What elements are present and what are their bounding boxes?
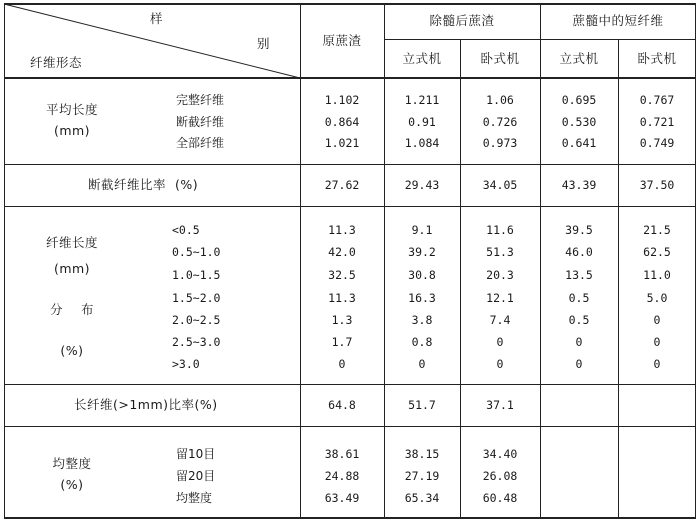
uniformity-cell: 60.48	[482, 491, 518, 505]
col-horizontal-2: 卧式机	[637, 51, 677, 66]
dist-cell: 0	[496, 357, 504, 371]
dist-cell: 0	[575, 357, 583, 371]
dist-cell: 11.3	[328, 223, 356, 237]
avg-cell: 1.211	[404, 93, 440, 107]
long-ratio-label: 长纤维(>1mm)比率(%)	[74, 397, 218, 412]
dist-cell: 9.1	[411, 223, 433, 237]
dist-cell: 21.5	[643, 223, 671, 237]
col-raw-bagasse: 原蔗渣	[322, 33, 362, 48]
uniformity-cell: 38.61	[324, 447, 360, 461]
col-horizontal-1: 卧式机	[480, 51, 520, 66]
corner-category-label: 别	[257, 36, 271, 51]
uniformity-cell: 38.15	[404, 447, 440, 461]
avg-cell: 0.530	[561, 115, 597, 129]
dist-cell: 11.3	[328, 291, 356, 305]
col-short-fiber: 蔗髓中的短纤维	[572, 13, 664, 28]
dist-cell: 51.3	[486, 245, 514, 259]
dist-cell: 32.5	[328, 268, 356, 282]
dist-cell: 0	[653, 357, 661, 371]
dist-cell: 0	[575, 335, 583, 349]
dist-cell: 30.8	[408, 268, 436, 282]
uniformity-cell: 27.19	[404, 469, 440, 483]
dist-cell: 0	[418, 357, 426, 371]
corner-sample-label: 样	[150, 11, 164, 26]
dist-cell: 3.8	[411, 313, 433, 327]
dist-cell: 39.2	[408, 245, 436, 259]
dist-label-2: 分 布	[50, 302, 94, 317]
dist-cell: 11.6	[486, 223, 514, 237]
avg-row-label: 断截纤维	[176, 115, 225, 129]
broken-ratio-label: 断截纤维比率 (%)	[88, 177, 199, 192]
dist-cell: 0	[338, 357, 346, 371]
dist-unit: (mm)	[53, 261, 91, 276]
dist-cell: 0.5	[568, 291, 590, 305]
dist-cell: 7.4	[489, 313, 511, 327]
broken-cell: 34.05	[482, 178, 518, 192]
avg-cell: 0.726	[482, 115, 518, 129]
dist-percent: (%)	[60, 343, 84, 358]
avg-cell: 0.91	[408, 115, 436, 129]
uniformity-unit: (%)	[60, 477, 84, 492]
avg-cell: 0.641	[561, 136, 597, 150]
uniformity-label: 均整度	[52, 456, 92, 471]
dist-cell: 13.5	[565, 268, 593, 282]
long-cell: 64.8	[328, 398, 356, 412]
dist-cell: 0	[496, 335, 504, 349]
uniformity-cell: 65.34	[404, 491, 440, 505]
long-cell: 37.1	[486, 398, 514, 412]
dist-row-label: <0.5	[172, 223, 200, 237]
dist-cell: 0	[653, 335, 661, 349]
dist-cell: 46.0	[565, 245, 593, 259]
broken-cell: 43.39	[561, 178, 597, 192]
uniformity-row-label: 留20目	[176, 469, 216, 483]
avg-length-unit: (mm)	[53, 123, 91, 138]
dist-row-label: 0.5~1.0	[172, 245, 221, 259]
dist-cell: 11.0	[643, 268, 671, 282]
avg-cell: 0.695	[561, 93, 597, 107]
dist-cell: 20.3	[486, 268, 514, 282]
dist-cell: 62.5	[643, 245, 671, 259]
uniformity-row-label: 均整度	[176, 491, 213, 505]
dist-cell: 0.5	[568, 313, 590, 327]
long-cell: 51.7	[408, 398, 436, 412]
dist-cell: 1.7	[331, 335, 353, 349]
col-vertical-2: 立式机	[559, 51, 599, 66]
dist-row-label: 1.5~2.0	[172, 291, 221, 305]
avg-cell: 1.102	[324, 93, 360, 107]
uniformity-cell: 34.40	[482, 447, 518, 461]
uniformity-cell: 26.08	[482, 469, 518, 483]
corner-form-label: 纤维形态	[30, 55, 83, 70]
uniformity-cell: 63.49	[324, 491, 360, 505]
dist-cell: 5.0	[646, 291, 668, 305]
dist-cell: 1.3	[331, 313, 353, 327]
broken-cell: 37.50	[639, 178, 675, 192]
dist-row-label: 2.0~2.5	[172, 313, 221, 327]
broken-cell: 27.62	[324, 178, 360, 192]
dist-cell: 42.0	[328, 245, 356, 259]
col-after-depithing: 除髓后蔗渣	[429, 13, 495, 28]
col-vertical-1: 立式机	[402, 51, 442, 66]
dist-cell: 16.3	[408, 291, 436, 305]
dist-row-label: >3.0	[172, 357, 200, 371]
avg-cell: 0.973	[482, 136, 518, 150]
avg-cell: 0.749	[639, 136, 675, 150]
avg-row-label: 完整纤维	[176, 93, 225, 107]
dist-cell: 39.5	[565, 223, 593, 237]
avg-cell: 1.06	[486, 93, 514, 107]
avg-length-label: 平均长度	[45, 102, 99, 117]
uniformity-row-label: 留10目	[176, 447, 216, 461]
dist-row-label: 2.5~3.0	[172, 335, 221, 349]
avg-cell: 0.721	[639, 115, 675, 129]
dist-cell: 12.1	[486, 291, 514, 305]
dist-row-label: 1.0~1.5	[172, 268, 221, 282]
uniformity-cell: 24.88	[324, 469, 360, 483]
avg-cell: 0.767	[639, 93, 675, 107]
avg-cell: 0.864	[324, 115, 360, 129]
dist-label: 纤维长度	[45, 235, 99, 250]
dist-cell: 0.8	[411, 335, 433, 349]
avg-cell: 1.021	[324, 136, 360, 150]
broken-cell: 29.43	[404, 178, 440, 192]
avg-cell: 1.084	[404, 136, 440, 150]
dist-cell: 0	[653, 313, 661, 327]
avg-row-label: 全部纤维	[176, 136, 225, 150]
